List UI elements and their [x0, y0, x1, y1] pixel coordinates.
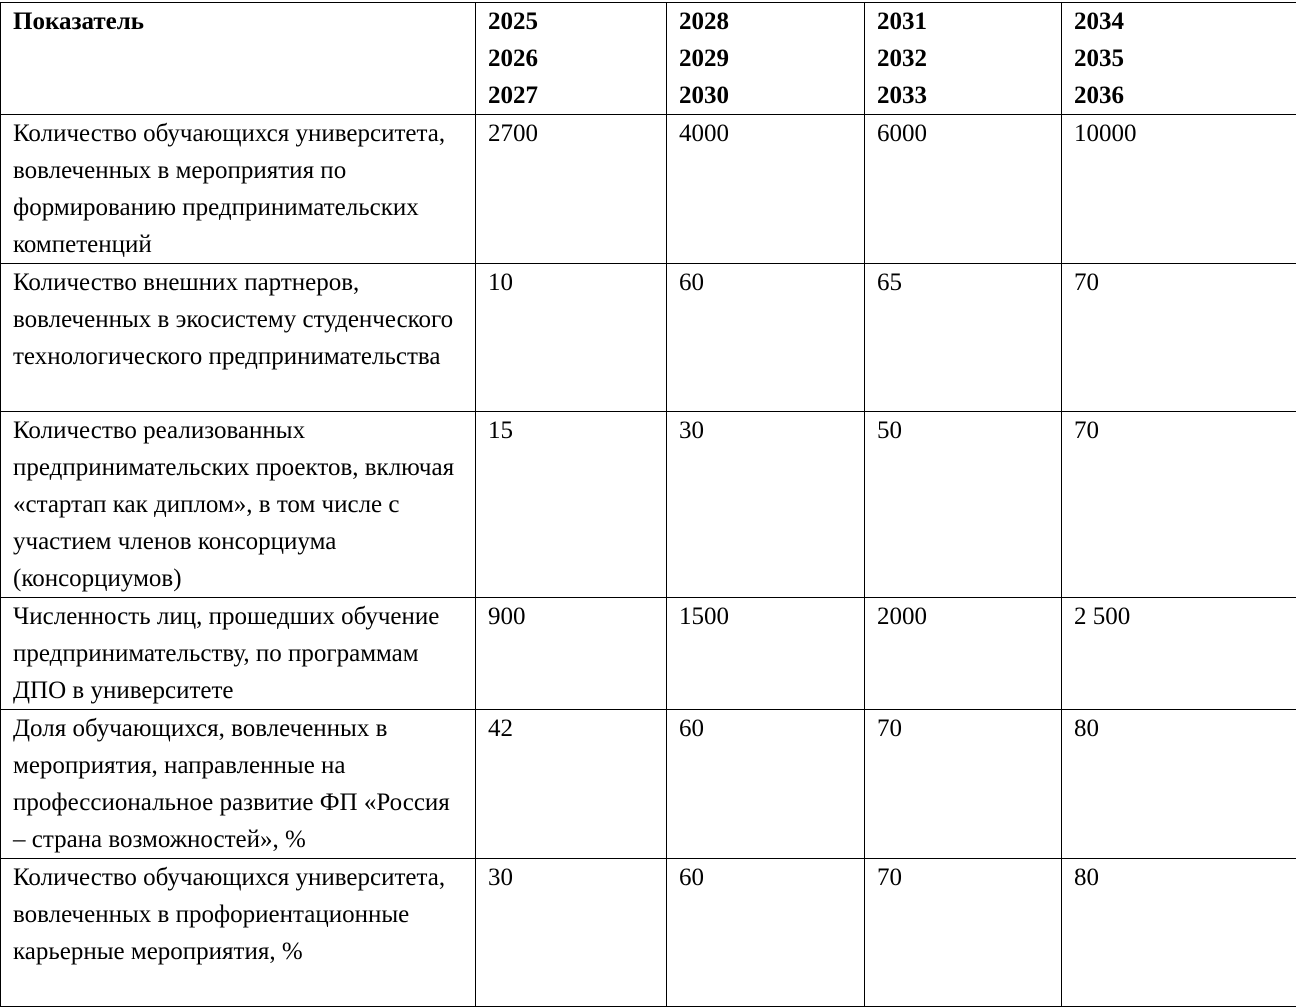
header-year: 2026	[488, 40, 654, 77]
indicator-value: 30	[667, 412, 865, 598]
indicator-label: Количество обучающихся университета, вовлеченных в мероприятия по формированию предпринимательских компетенций	[1, 115, 476, 264]
indicator-value: 80	[1062, 859, 1296, 1007]
indicator-label: Количество реализованных предпринимательских проектов, включая «стартап как диплом», в том числе с участием членов консорциума (консорциумов)	[1, 412, 476, 598]
table-row	[1, 859, 1296, 1007]
header-year: 2031	[877, 3, 1049, 40]
table-row	[1, 264, 1296, 412]
indicator-value: 60	[667, 859, 865, 1007]
header-period-4	[1062, 3, 1296, 115]
indicator-value: 60	[667, 710, 865, 859]
header-year: 2034	[1074, 3, 1284, 40]
table-row	[1, 710, 1296, 859]
indicator-value: 70	[1062, 264, 1296, 412]
header-year: 2032	[877, 40, 1049, 77]
indicator-value: 1500	[667, 598, 865, 710]
header-year: 2029	[679, 40, 852, 77]
header-year: 2025	[488, 3, 654, 40]
header-year: 2033	[877, 77, 1049, 114]
indicator-value: 50	[865, 412, 1062, 598]
indicator-value: 2000	[865, 598, 1062, 710]
indicator-value: 42	[476, 710, 667, 859]
indicator-value: 30	[476, 859, 667, 1007]
header-year: 2030	[679, 77, 852, 114]
indicator-value: 15	[476, 412, 667, 598]
table-header-row	[1, 3, 1296, 115]
indicator-value: 10000	[1062, 115, 1296, 264]
header-year: 2035	[1074, 40, 1284, 77]
indicator-value: 2 500	[1062, 598, 1296, 710]
indicator-value: 900	[476, 598, 667, 710]
header-period-2	[667, 3, 865, 115]
header-year: 2028	[679, 3, 852, 40]
table-row	[1, 412, 1296, 598]
indicator-value: 2700	[476, 115, 667, 264]
table-row	[1, 115, 1296, 264]
indicator-value: 10	[476, 264, 667, 412]
indicator-label: Количество внешних партнеров, вовлеченных в экосистему студенческого технологического предпринимательства	[1, 264, 476, 412]
indicator-label: Численность лиц, прошедших обучение предпринимательству, по программам ДПО в университете	[1, 598, 476, 710]
indicator-label: Количество обучающихся университета, вовлеченных в профориентационные карьерные мероприятия, %	[1, 859, 476, 1007]
header-indicator: Показатель	[1, 3, 476, 115]
indicator-value: 80	[1062, 710, 1296, 859]
header-year: 2027	[488, 77, 654, 114]
indicator-value: 70	[865, 859, 1062, 1007]
header-period-3	[865, 3, 1062, 115]
indicator-value: 60	[667, 264, 865, 412]
indicator-value: 65	[865, 264, 1062, 412]
indicator-value: 6000	[865, 115, 1062, 264]
header-period-1	[476, 3, 667, 115]
table-row	[1, 598, 1296, 710]
indicators-table	[0, 2, 1296, 1007]
indicator-value: 70	[865, 710, 1062, 859]
indicator-label: Доля обучающихся, вовлеченных в мероприятия, направленные на профессиональное развитие ФП «Россия – страна возможностей», %	[1, 710, 476, 859]
indicator-value: 70	[1062, 412, 1296, 598]
header-year: 2036	[1074, 77, 1284, 114]
indicator-value: 4000	[667, 115, 865, 264]
